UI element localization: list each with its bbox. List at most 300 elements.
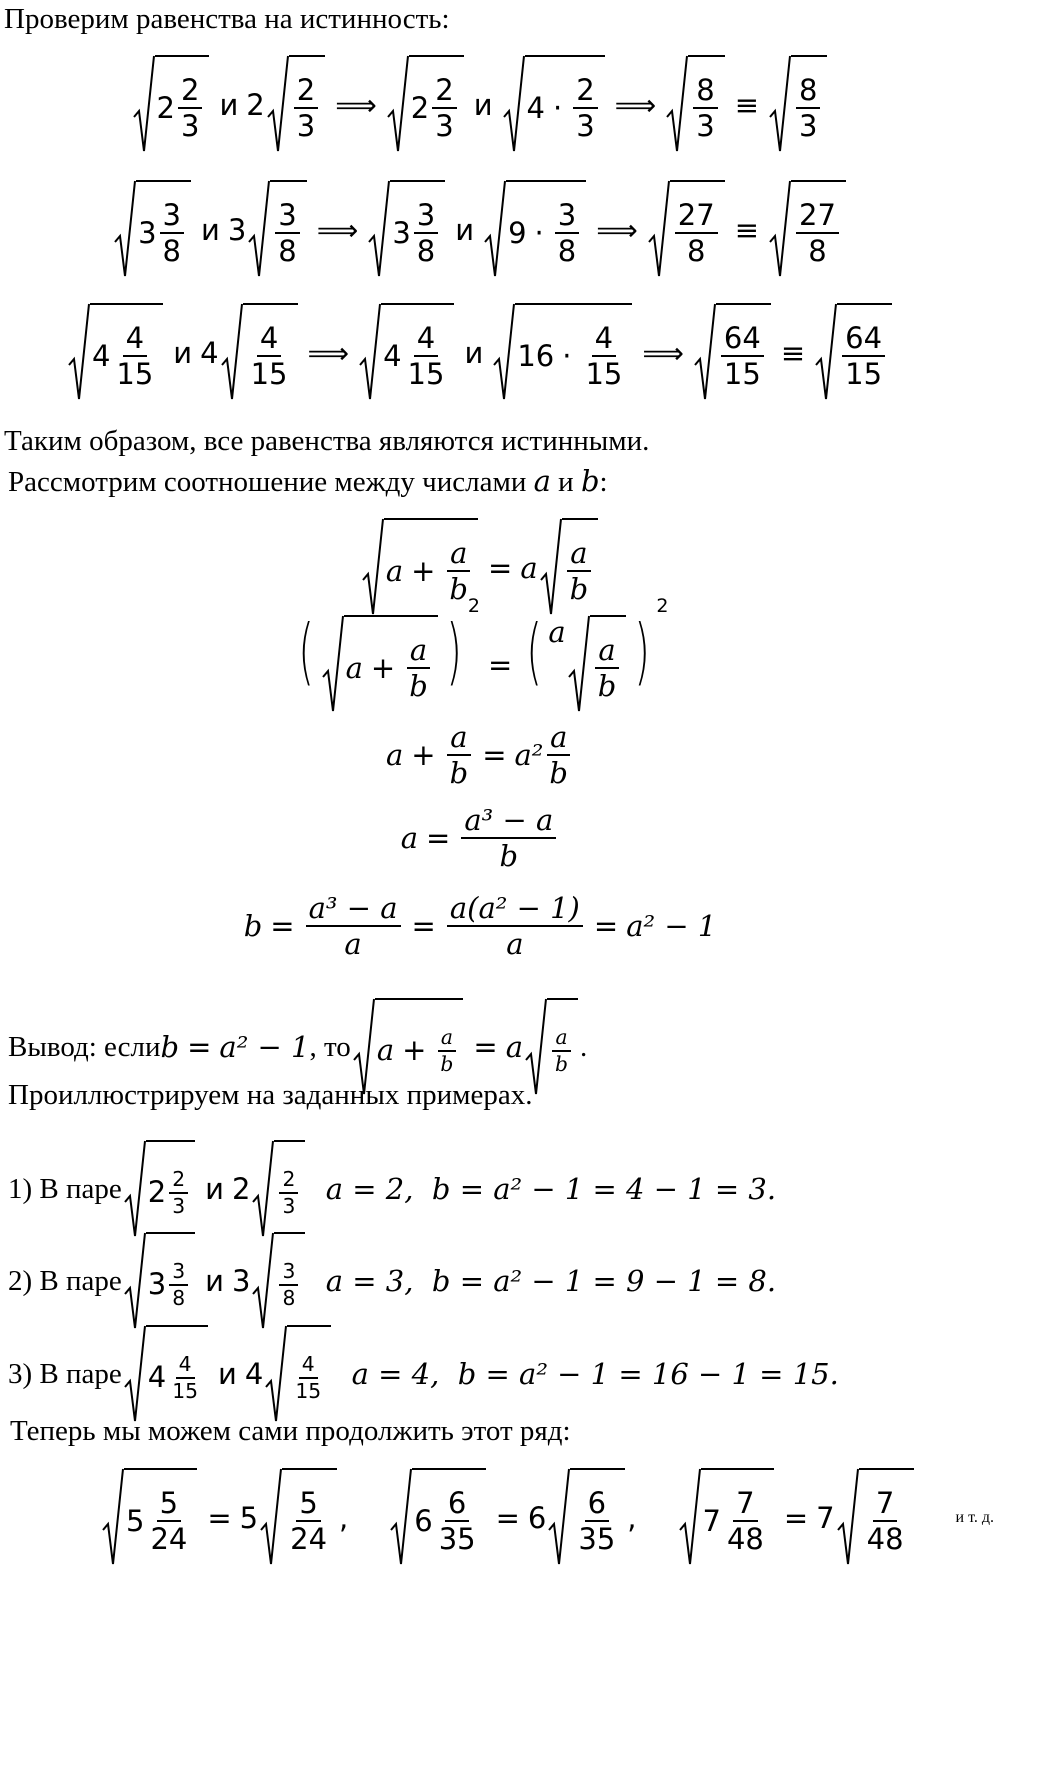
variable: b <box>440 1052 454 1076</box>
denominator <box>160 234 184 266</box>
check-row-3 <box>0 303 960 403</box>
denominator <box>414 234 438 266</box>
fraction <box>447 893 583 960</box>
num: 2 <box>180 72 200 107</box>
fraction <box>292 1351 324 1403</box>
radical <box>769 180 846 280</box>
operator: ≡ <box>734 88 760 122</box>
coefficient: 2 <box>231 1172 251 1207</box>
denominator <box>169 1194 188 1217</box>
radicand <box>274 1232 305 1332</box>
num: 5 <box>159 1485 179 1520</box>
radical <box>694 303 771 403</box>
check-equation <box>66 303 894 403</box>
fraction <box>113 320 156 391</box>
radical <box>260 1468 337 1568</box>
den: 48 <box>866 1522 904 1556</box>
radical <box>221 303 298 403</box>
operator: · <box>562 339 572 373</box>
denominator <box>279 1194 298 1217</box>
coefficient: 5 <box>239 1501 259 1535</box>
radicand <box>274 1140 305 1240</box>
denominator <box>432 109 456 141</box>
radical <box>124 1325 208 1425</box>
variable: a <box>570 535 588 570</box>
radical-sign-icon <box>322 615 344 715</box>
derivation-step-2 <box>0 595 960 715</box>
denominator <box>287 1522 330 1554</box>
operator: = <box>495 1501 520 1535</box>
variable: a = 2, <box>325 1172 414 1207</box>
radical-sign-icon <box>503 55 525 155</box>
radical <box>390 1468 485 1568</box>
num: 7 <box>736 1485 755 1520</box>
fraction <box>414 197 438 268</box>
fraction <box>306 893 401 960</box>
denominator <box>684 234 708 266</box>
variable: a <box>345 651 363 685</box>
denominator <box>842 357 885 389</box>
den: 3 <box>282 1194 296 1218</box>
equation-squared <box>292 595 669 715</box>
denominator <box>178 109 202 141</box>
coefficient: 7 <box>816 1501 835 1535</box>
equation-root-form <box>360 518 600 618</box>
radical-sign-icon <box>387 55 409 155</box>
radicand <box>146 1232 195 1332</box>
operator: + <box>402 1033 427 1068</box>
variable: b = a² − 1 = 9 − 1 = 8. <box>431 1264 777 1299</box>
fraction <box>546 722 571 789</box>
num: 27 <box>677 197 715 232</box>
num: 4 <box>125 320 145 355</box>
radical-sign-icon <box>124 1232 146 1332</box>
den: 8 <box>278 234 297 268</box>
denominator <box>724 1522 767 1554</box>
radicand <box>270 180 306 280</box>
numerator <box>169 1258 188 1286</box>
numerator <box>796 72 820 109</box>
radical <box>525 998 578 1098</box>
derivation-step-1 <box>0 518 960 618</box>
variable: b <box>449 572 468 606</box>
etc-text: и т. д. <box>955 1509 995 1526</box>
numerator <box>721 320 764 357</box>
variable: a² − 1 <box>626 909 717 944</box>
fraction <box>575 1485 618 1556</box>
pair-expression <box>122 1232 776 1332</box>
radical-sign-icon <box>666 55 688 155</box>
numerator <box>447 893 583 927</box>
numerator <box>176 1351 195 1379</box>
colon: : <box>599 466 608 498</box>
numerator <box>567 535 590 572</box>
operator: · <box>534 216 544 250</box>
check-equation <box>112 180 848 280</box>
radical-sign-icon <box>252 1140 274 1240</box>
variable: a <box>376 1033 395 1068</box>
variable: b <box>409 669 428 703</box>
variable: b = a² − 1 = 16 − 1 = 15. <box>457 1357 839 1392</box>
den: 24 <box>150 1522 188 1556</box>
consider-text: Рассмотрим соотношение между числами <box>8 466 527 498</box>
whole-part: 3 <box>147 1267 167 1302</box>
den: 3 <box>696 109 715 143</box>
var-a: a <box>533 464 551 498</box>
den: 8 <box>282 1286 296 1310</box>
radical-sign-icon <box>769 55 791 155</box>
radical-sign-icon <box>815 303 837 403</box>
radical <box>252 1140 305 1240</box>
pair-line-2 <box>8 1232 776 1332</box>
numerator <box>438 1024 456 1052</box>
fraction <box>405 320 448 391</box>
radical <box>548 1468 625 1568</box>
variable: a² <box>514 738 544 773</box>
fraction <box>169 1258 188 1310</box>
denominator <box>405 357 448 389</box>
whole-part: 2 <box>410 91 430 125</box>
denominator <box>169 1379 201 1402</box>
operator: = <box>783 1501 809 1535</box>
radicand <box>381 303 454 403</box>
operator: = <box>411 909 436 944</box>
coefficient: 3 <box>227 213 247 247</box>
conclusion-prefix: Вывод: если <box>8 1031 161 1064</box>
num: 64 <box>723 320 761 355</box>
numerator <box>275 197 299 234</box>
fraction <box>275 197 299 268</box>
den: 15 <box>845 357 883 391</box>
radicand <box>570 1468 625 1568</box>
num: 3 <box>557 197 577 232</box>
radical-sign-icon <box>133 55 155 155</box>
num: 2 <box>172 1166 186 1191</box>
equation-b <box>244 893 717 960</box>
radical-sign-icon <box>267 55 289 155</box>
variable: a <box>550 720 568 754</box>
radicand <box>525 55 605 155</box>
radical-sign-icon <box>648 180 670 280</box>
fraction <box>552 1024 571 1076</box>
fraction <box>796 72 820 143</box>
variable: a³ − a <box>308 891 398 925</box>
den: 3 <box>576 109 595 143</box>
right-paren: ) <box>634 609 651 693</box>
check-row-1 <box>0 55 960 155</box>
radical-sign-icon <box>114 180 136 280</box>
numerator <box>573 72 597 109</box>
continuation-row <box>0 1468 1060 1568</box>
variable: a <box>450 535 468 570</box>
variable: b <box>555 1052 568 1076</box>
denominator <box>147 1522 190 1554</box>
whole-part: 2 <box>147 1175 167 1210</box>
condition-expression <box>161 1032 310 1064</box>
fraction <box>436 1485 479 1556</box>
num: 4 <box>301 1351 315 1376</box>
continuation-equation-3 <box>677 1468 916 1568</box>
whole-part: 4 <box>383 339 402 373</box>
radical-sign-icon <box>248 180 270 280</box>
all-true-text: Таким образом, все равенства являются истинными. <box>4 425 650 457</box>
fraction <box>248 320 291 391</box>
num: 8 <box>799 72 818 107</box>
variable: a <box>400 821 419 856</box>
num: 3 <box>282 1258 296 1283</box>
radicand <box>124 1468 197 1568</box>
radical-sign-icon <box>265 1325 287 1425</box>
period: . <box>580 1031 588 1064</box>
numerator <box>299 1351 318 1379</box>
radical-sign-icon <box>124 1325 146 1425</box>
whole-part: 7 <box>702 1504 721 1538</box>
multiplier: 16 <box>517 339 555 373</box>
num: 8 <box>696 72 715 107</box>
fraction <box>169 1351 201 1403</box>
den: 3 <box>172 1194 186 1218</box>
den: 15 <box>116 357 154 391</box>
radical <box>568 615 627 715</box>
radical-sign-icon <box>368 180 390 280</box>
num: 4 <box>594 320 614 355</box>
radicand <box>859 1468 914 1568</box>
denominator <box>721 357 764 389</box>
den: 24 <box>290 1522 328 1556</box>
radical-sign-icon <box>679 1468 701 1568</box>
fraction <box>567 535 592 606</box>
denominator <box>567 572 592 604</box>
num: 5 <box>299 1485 318 1520</box>
variable: a <box>409 632 428 667</box>
radical <box>322 615 438 715</box>
denominator <box>796 109 820 141</box>
radical <box>666 55 724 155</box>
operator: = <box>593 909 619 944</box>
derivation-step-5 <box>0 893 960 960</box>
radical <box>124 1232 195 1332</box>
radicand <box>562 518 599 618</box>
operator: ⟹ <box>307 336 350 370</box>
check-row-2 <box>0 180 960 280</box>
multiplier: 4 <box>526 91 545 125</box>
space <box>307 1266 325 1298</box>
fraction <box>294 72 318 143</box>
operator: ⟹ <box>642 336 684 370</box>
num: 3 <box>162 197 181 232</box>
numerator <box>296 1485 320 1522</box>
den: 15 <box>250 357 288 391</box>
numerator <box>294 72 318 109</box>
radical-sign-icon <box>540 518 562 618</box>
fraction <box>582 320 625 391</box>
den: 15 <box>407 357 445 391</box>
variable: a <box>548 615 566 649</box>
denominator <box>248 357 291 389</box>
radicand <box>506 180 586 280</box>
numerator <box>873 1485 897 1522</box>
numerator <box>169 1166 188 1194</box>
operator: и <box>200 213 220 247</box>
radical-sign-icon <box>837 1468 859 1568</box>
pair-line-3 <box>8 1325 839 1425</box>
variable: a <box>386 738 404 773</box>
den: 3 <box>180 109 200 143</box>
den: 15 <box>172 1379 199 1403</box>
num: 4 <box>259 320 279 355</box>
radical <box>359 303 454 403</box>
variable: a = 3, <box>325 1264 414 1299</box>
exponent: 2 <box>656 595 669 617</box>
radical-sign-icon <box>362 518 384 618</box>
consider-line <box>8 466 608 499</box>
radical-sign-icon <box>221 303 243 403</box>
variable: b <box>569 572 589 606</box>
operator: · <box>553 91 563 125</box>
radical <box>493 303 632 403</box>
var-b: b <box>580 464 600 498</box>
fraction <box>437 1024 456 1076</box>
radical <box>484 180 586 280</box>
radical <box>248 180 306 280</box>
radical <box>124 1140 195 1240</box>
coefficient: 4 <box>200 336 219 370</box>
fraction <box>461 805 556 872</box>
denominator <box>555 234 579 266</box>
operator: и <box>473 88 493 122</box>
radical <box>114 180 191 280</box>
numerator <box>306 893 401 927</box>
fraction <box>147 1485 190 1556</box>
numerator <box>178 72 202 109</box>
whole-part: 4 <box>147 1360 167 1395</box>
denominator <box>113 357 156 389</box>
whole-part: 4 <box>91 339 111 373</box>
radical-sign-icon <box>568 615 590 715</box>
radical-sign-icon <box>68 303 90 403</box>
denominator <box>275 234 299 266</box>
variable: a <box>440 1024 453 1049</box>
space <box>413 1266 431 1298</box>
radical <box>265 1325 331 1425</box>
numerator <box>675 197 718 234</box>
parenthesized-power <box>292 595 480 715</box>
pair-expression <box>122 1140 776 1240</box>
numerator <box>592 320 616 357</box>
coefficient: 4 <box>244 1357 264 1392</box>
radical-sign-icon <box>548 1468 570 1568</box>
fraction <box>406 632 431 703</box>
left-paren: ( <box>526 609 543 693</box>
denominator <box>864 1522 907 1554</box>
den: 8 <box>808 234 827 268</box>
den: 15 <box>295 1379 322 1403</box>
operator: = <box>473 1030 498 1065</box>
numerator <box>796 197 839 234</box>
radical <box>648 180 725 280</box>
num: 27 <box>799 197 836 232</box>
num: 6 <box>587 1485 607 1520</box>
pair-expression <box>122 1325 839 1425</box>
denominator <box>805 234 829 266</box>
radical <box>362 518 478 618</box>
radical <box>102 1468 197 1568</box>
fraction <box>432 72 456 143</box>
radicand <box>515 303 632 403</box>
operator: + <box>370 651 396 685</box>
denominator <box>341 927 364 962</box>
radicand <box>146 1140 195 1240</box>
radicand <box>282 1468 337 1568</box>
radical <box>267 55 325 155</box>
operator: и <box>218 1357 237 1392</box>
variable: a <box>385 554 404 588</box>
derivation-step-4 <box>0 805 960 872</box>
num: 4 <box>416 320 436 355</box>
denominator <box>582 357 625 389</box>
fraction <box>279 1166 298 1218</box>
radical <box>815 303 892 403</box>
operator: = <box>488 648 513 682</box>
denominator <box>693 109 717 141</box>
den: 8 <box>687 234 706 268</box>
variable: a <box>505 1030 524 1065</box>
equation-a <box>401 805 560 872</box>
numerator <box>123 320 147 357</box>
radical <box>252 1232 305 1332</box>
den: 15 <box>585 357 623 391</box>
operator: и <box>205 1172 224 1207</box>
numerator <box>414 320 438 357</box>
denominator <box>279 1286 298 1309</box>
radicand <box>716 303 771 403</box>
den: 8 <box>172 1286 186 1310</box>
den: 35 <box>578 1522 616 1556</box>
parenthesized-power <box>520 595 669 715</box>
operator: = <box>426 821 451 856</box>
operator: ⟹ <box>614 88 657 122</box>
numerator <box>445 1485 469 1522</box>
whole-part: 3 <box>138 216 157 250</box>
conclusion-to: , то <box>309 1031 351 1064</box>
radicand <box>146 1325 208 1425</box>
fraction <box>555 197 579 268</box>
radicand <box>409 55 464 155</box>
right-paren: ) <box>446 609 462 693</box>
variable: a(a² − 1) <box>449 891 580 925</box>
exponent: 2 <box>467 595 480 617</box>
operator: и <box>455 213 475 247</box>
operator: = <box>270 909 295 944</box>
radical-sign-icon <box>769 180 791 280</box>
coefficient: 6 <box>527 1501 547 1535</box>
numerator <box>461 805 556 839</box>
num: 3 <box>172 1258 186 1283</box>
continuation-equation-2 <box>388 1468 636 1568</box>
fraction <box>842 320 885 391</box>
num: 2 <box>576 72 595 107</box>
radical <box>540 518 599 618</box>
numerator <box>447 722 470 756</box>
radical-sign-icon <box>484 180 506 280</box>
radicand <box>412 1468 485 1568</box>
separator: , <box>627 1501 637 1535</box>
fraction <box>178 72 202 143</box>
operator: и <box>464 336 484 370</box>
num: 3 <box>416 197 436 232</box>
operator: + <box>411 554 436 588</box>
fraction <box>160 197 184 268</box>
